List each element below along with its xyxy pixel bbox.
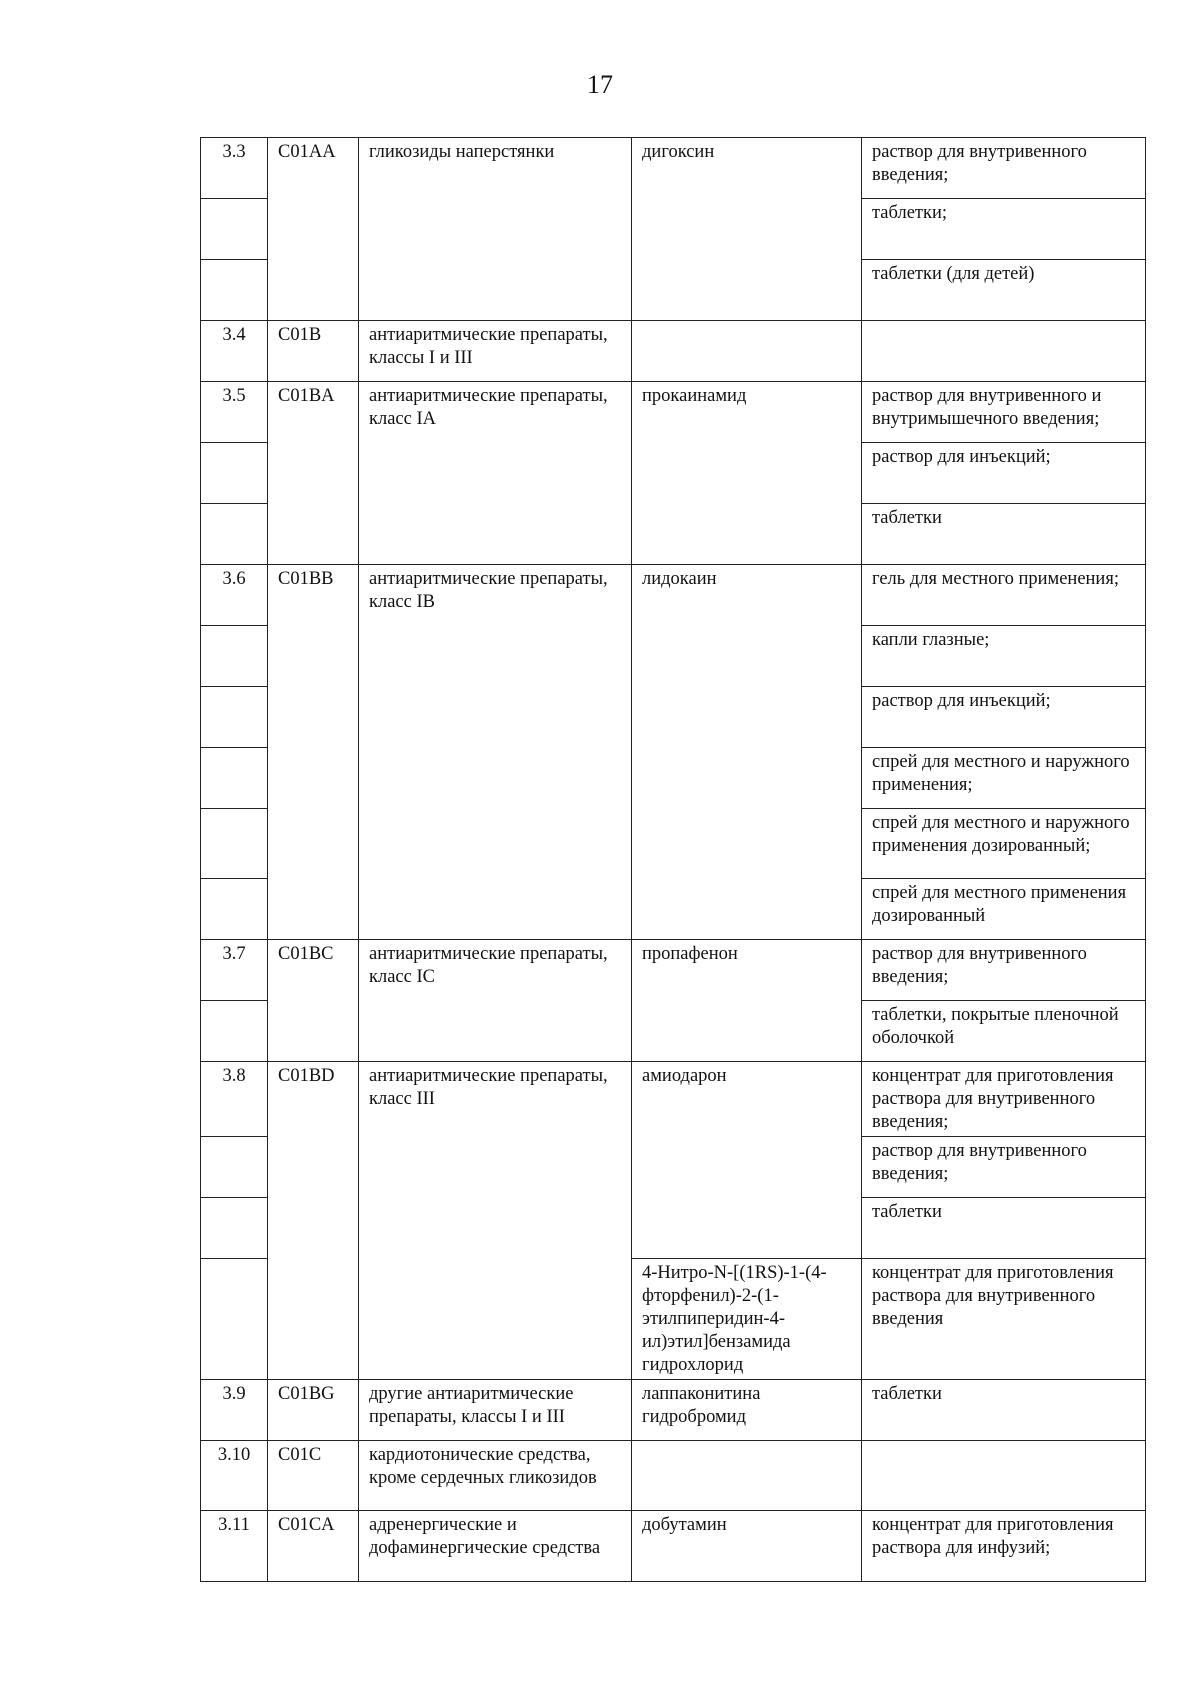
- drug-name: дигоксин: [632, 138, 862, 321]
- row-number: 3.9: [201, 1380, 268, 1441]
- row-number: [201, 443, 268, 504]
- atc-code: C01BA: [268, 382, 359, 565]
- row-number: [201, 260, 268, 321]
- dosage-form: таблетки, покрытые пленочной оболочкой: [862, 1001, 1146, 1062]
- row-number: 3.8: [201, 1062, 268, 1137]
- row-number: [201, 687, 268, 748]
- atc-code: C01BG: [268, 1380, 359, 1441]
- dosage-form: раствор для внутривенного введения;: [862, 138, 1146, 199]
- table-row: [201, 940, 1146, 1001]
- dosage-form: раствор для внутривенного введения;: [862, 1137, 1146, 1198]
- atc-group-name: антиаритмические препараты, класс IC: [359, 940, 632, 1062]
- row-number: [201, 504, 268, 565]
- dosage-form: [862, 321, 1146, 382]
- dosage-form: таблетки: [862, 1198, 1146, 1259]
- atc-group-name: антиаритмические препараты, классы I и III: [359, 321, 632, 382]
- atc-group-name: антиаритмические препараты, класс IB: [359, 565, 632, 940]
- table-row: [201, 1380, 1146, 1441]
- dosage-form: раствор для внутривенного введения;: [862, 940, 1146, 1001]
- dosage-form: спрей для местного применения дозированный: [862, 879, 1146, 940]
- drug-name: амиодарон: [632, 1062, 862, 1259]
- dosage-form: раствор для внутривенного и внутримышечного введения;: [862, 382, 1146, 443]
- dosage-form: капли глазные;: [862, 626, 1146, 687]
- row-number: [201, 626, 268, 687]
- table-row: [201, 382, 1146, 443]
- row-number: 3.4: [201, 321, 268, 382]
- row-number: 3.3: [201, 138, 268, 199]
- row-number: [201, 1259, 268, 1380]
- atc-group-name: антиаритмические препараты, класс III: [359, 1062, 632, 1380]
- atc-group-name: гликозиды наперстянки: [359, 138, 632, 321]
- table-row: [201, 1062, 1146, 1137]
- atc-code: C01C: [268, 1441, 359, 1511]
- atc-code: C01BC: [268, 940, 359, 1062]
- dosage-form: концентрат для приготовления раствора для внутривенного введения;: [862, 1062, 1146, 1137]
- atc-code: C01AA: [268, 138, 359, 321]
- atc-code: C01BB: [268, 565, 359, 940]
- dosage-form: таблетки;: [862, 199, 1146, 260]
- drug-name: добутамин: [632, 1511, 862, 1582]
- dosage-form: таблетки (для детей): [862, 260, 1146, 321]
- dosage-form: [862, 1441, 1146, 1511]
- row-number: 3.7: [201, 940, 268, 1001]
- atc-group-name: кардиотонические средства, кроме сердечных гликозидов: [359, 1441, 632, 1511]
- dosage-form: таблетки: [862, 504, 1146, 565]
- dosage-form: гель для местного применения;: [862, 565, 1146, 626]
- atc-group-name: антиаритмические препараты, класс IA: [359, 382, 632, 565]
- row-number: 3.6: [201, 565, 268, 626]
- row-number: 3.10: [201, 1441, 268, 1511]
- page-number: 17: [587, 70, 613, 99]
- atc-code: C01CA: [268, 1511, 359, 1582]
- table-row: [201, 1511, 1146, 1582]
- table-row: [201, 565, 1146, 626]
- dosage-form: раствор для инъекций;: [862, 687, 1146, 748]
- drug-name: [632, 321, 862, 382]
- drug-name: 4-Нитро-N-[(1RS)-1-(4-фторфенил)-2-(1-этилпиперидин-4-ил)этил]бензамида гидрохлорид: [632, 1259, 862, 1380]
- dosage-form: раствор для инъекций;: [862, 443, 1146, 504]
- drug-name: [632, 1441, 862, 1511]
- row-number: 3.11: [201, 1511, 268, 1582]
- drug-name: лидокаин: [632, 565, 862, 940]
- row-number: [201, 199, 268, 260]
- dosage-form: спрей для местного и наружного применения;: [862, 748, 1146, 809]
- row-number: [201, 1137, 268, 1198]
- drug-name: пропафенон: [632, 940, 862, 1062]
- table-row: [201, 138, 1146, 199]
- row-number: [201, 1198, 268, 1259]
- dosage-form: концентрат для приготовления раствора для внутривенного введения: [862, 1259, 1146, 1380]
- atc-group-name: другие антиаритмические препараты, классы I и III: [359, 1380, 632, 1441]
- dosage-form: таблетки: [862, 1380, 1146, 1441]
- drug-name: прокаинамид: [632, 382, 862, 565]
- table-row: [201, 321, 1146, 382]
- medicines-table: [200, 137, 1146, 1582]
- row-number: 3.5: [201, 382, 268, 443]
- table-row: [201, 1441, 1146, 1511]
- row-number: [201, 1001, 268, 1062]
- atc-code: C01B: [268, 321, 359, 382]
- row-number: [201, 879, 268, 940]
- row-number: [201, 809, 268, 879]
- dosage-form: концентрат для приготовления раствора для инфузий;: [862, 1511, 1146, 1582]
- row-number: [201, 748, 268, 809]
- atc-code: C01BD: [268, 1062, 359, 1380]
- drug-name: лаппаконитина гидробромид: [632, 1380, 862, 1441]
- dosage-form: спрей для местного и наружного применения дозированный;: [862, 809, 1146, 879]
- atc-group-name: адренергические и дофаминергические средства: [359, 1511, 632, 1582]
